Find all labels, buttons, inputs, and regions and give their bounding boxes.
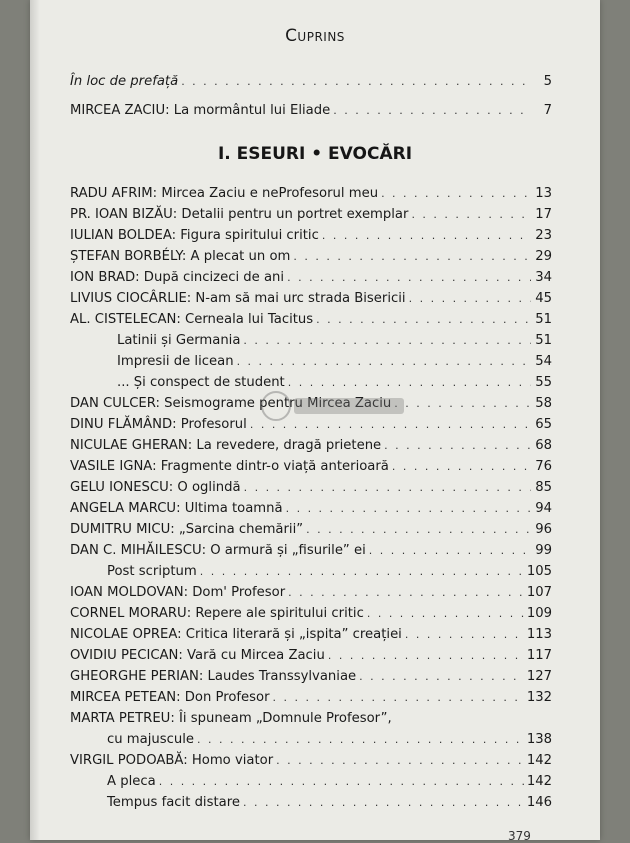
toc-entry-page: 96 — [535, 522, 552, 537]
toc-entry — [70, 751, 552, 771]
toc-entry-label: cu majuscule — [107, 732, 195, 747]
leader-dots — [273, 688, 524, 708]
toc-entry-page: 34 — [535, 270, 552, 285]
toc-entry-label: MIRCEA PETEAN: Don Profesor — [70, 690, 270, 705]
page-number: 379 — [508, 829, 531, 843]
toc-entry-label: ANGELA MARCU: Ultima toamnă — [70, 501, 283, 516]
toc-subentry — [107, 562, 552, 582]
toc-entry-label: ION BRAD: După cincizeci de ani — [70, 270, 285, 285]
toc-entry-page: 113 — [526, 627, 552, 642]
toc-entry — [70, 436, 552, 456]
toc-entry-label: NICULAE GHERAN: La revedere, dragă prietene — [70, 438, 382, 453]
toc-subentry — [107, 772, 552, 792]
toc-entry-page: 7 — [543, 103, 552, 118]
toc-entry-label: DAN C. MIHĂILESCU: O armură și „fisurile” ei — [70, 543, 366, 558]
toc-entry — [70, 184, 552, 204]
toc-entry-page: 99 — [535, 543, 552, 558]
leader-dots — [316, 310, 531, 330]
toc-entry-page: 29 — [535, 249, 552, 264]
toc-entry — [70, 394, 552, 414]
leader-dots — [288, 583, 524, 603]
leader-dots — [409, 289, 531, 309]
leader-dots — [237, 352, 531, 372]
page-gutter-shadow — [30, 0, 40, 840]
toc-entry-label: Impresii de licean — [117, 354, 234, 369]
leader-dots — [287, 268, 531, 288]
section-title: I. ESEURI • EVOCĂRI — [217, 144, 413, 164]
leader-dots — [197, 730, 524, 750]
toc-entry-page: 65 — [535, 417, 552, 432]
toc-entry-page: 45 — [535, 291, 552, 306]
toc-entry-label: În loc de prefață — [70, 74, 179, 89]
leader-dots — [276, 751, 524, 771]
leader-dots — [405, 625, 524, 645]
leader-dots — [243, 331, 531, 351]
toc-entry-label: RADU AFRIM: Mircea Zaciu e neProfesorul meu — [70, 186, 379, 201]
leader-dots — [243, 793, 524, 813]
toc-entry-label: ȘTEFAN BORBÉLY: A plecat un om — [70, 249, 291, 264]
toc-entry-page: 105 — [526, 564, 552, 579]
toc-entry-label: Post scriptum — [107, 564, 197, 579]
toc-entry — [70, 625, 552, 645]
toc-entry-label: MIRCEA ZACIU: La mormântul lui Eliade — [70, 103, 331, 118]
toc-entry-label: Latinii și Germania — [117, 333, 241, 348]
toc-entry — [70, 478, 552, 498]
leader-dots — [394, 394, 531, 414]
toc-entry-page: 54 — [535, 354, 552, 369]
toc-entry-label: DUMITRU MICU: „Sarcina chemării” — [70, 522, 304, 537]
toc-entry-label: VIRGIL PODOABĂ: Homo viator — [70, 753, 274, 768]
toc-entry-page: 85 — [535, 480, 552, 495]
leader-dots — [322, 226, 531, 246]
toc-entry-page: 107 — [526, 585, 552, 600]
toc-entry-page: 117 — [526, 648, 552, 663]
toc-subentry — [117, 331, 552, 351]
leader-dots — [293, 247, 531, 267]
toc-entry-page: 142 — [526, 753, 552, 768]
toc-entry-page: 13 — [535, 186, 552, 201]
toc-subentry — [107, 793, 552, 813]
toc-entry — [70, 667, 552, 687]
toc-entry-label: Tempus facit distare — [107, 795, 240, 810]
toc-entry-label: GHEORGHE PERIAN: Laudes Transsylvaniae — [70, 669, 357, 684]
toc-entry-label: DAN CULCER: Seismograme pentru Mircea Zaciu — [70, 396, 392, 411]
toc-entry — [70, 520, 552, 540]
leader-dots — [286, 499, 531, 519]
leader-dots — [392, 457, 531, 477]
leader-dots — [384, 436, 531, 456]
toc-entry-page: 146 — [526, 795, 552, 810]
toc-entry-page: 55 — [535, 375, 552, 390]
leader-dots — [367, 604, 524, 624]
toc-entry-label: A pleca — [107, 774, 156, 789]
toc-entry-multiline — [70, 709, 552, 729]
toc-entry-zaciu-eliade — [70, 101, 552, 121]
toc-entry-label: CORNEL MORARU: Repere ale spiritului critic — [70, 606, 364, 621]
leader-dots — [359, 667, 524, 687]
toc-entry-page: 51 — [535, 333, 552, 348]
leader-dots — [159, 772, 524, 792]
toc-entry-page: 17 — [535, 207, 552, 222]
toc-entry-page: 132 — [526, 690, 552, 705]
toc-subentry — [117, 373, 552, 393]
toc-entry — [70, 310, 552, 330]
toc-entry-page: 138 — [526, 732, 552, 747]
leader-dots — [288, 373, 531, 393]
leader-dots — [333, 101, 531, 121]
toc-entry — [70, 289, 552, 309]
toc-entry — [70, 541, 552, 561]
toc-entry-label: NICOLAE OPREA: Critica literară și „ispita” creației — [70, 627, 402, 642]
toc-entry — [70, 247, 552, 267]
leader-dots — [306, 520, 531, 540]
toc-entry — [70, 646, 552, 666]
toc-entry-continuation — [107, 730, 552, 750]
leader-dots — [250, 415, 531, 435]
toc-entry-page: 68 — [535, 438, 552, 453]
toc-entry-label: IULIAN BOLDEA: Figura spiritului critic — [70, 228, 319, 243]
toc-entry — [70, 499, 552, 519]
toc-entry-page: 23 — [535, 228, 552, 243]
toc-subentry — [117, 352, 552, 372]
toc-entry-label: ... Și conspect de student — [117, 375, 285, 390]
toc-entry-page: 127 — [526, 669, 552, 684]
toc-entry-page: 51 — [535, 312, 552, 327]
toc-entry-page: 109 — [526, 606, 552, 621]
toc-entry-page: 76 — [535, 459, 552, 474]
leader-dots — [181, 72, 531, 92]
toc-entry — [70, 688, 552, 708]
toc-entry — [70, 604, 552, 624]
toc-entry-label: IOAN MOLDOVAN: Dom' Profesor — [70, 585, 286, 600]
toc-entry-page: 5 — [543, 74, 552, 89]
toc-entry — [70, 457, 552, 477]
toc-entry — [70, 415, 552, 435]
toc-entry-page: 58 — [535, 396, 552, 411]
toc-entry-label: PR. IOAN BIZĂU: Detalii pentru un portret exemplar — [70, 207, 409, 222]
toc-entry — [70, 205, 552, 225]
toc-entry — [70, 226, 552, 246]
toc-entry-label: MARTA PETREU: Îi spuneam „Domnule Profesor”, — [70, 711, 392, 726]
leader-dots — [369, 541, 531, 561]
toc-heading: Cuprins — [285, 26, 345, 46]
leader-dots — [200, 562, 524, 582]
toc-entry-preface — [70, 72, 552, 92]
toc-entry-label: VASILE IGNA: Fragmente dintr-o viață anterioară — [70, 459, 389, 474]
toc-entry-page: 94 — [535, 501, 552, 516]
toc-entry-page: 142 — [526, 774, 552, 789]
toc-entry-label: AL. CISTELECAN: Cerneala lui Tacitus — [70, 312, 314, 327]
leader-dots — [411, 205, 531, 225]
leader-dots — [244, 478, 531, 498]
toc-entry-label: DINU FLĂMÂND: Profesorul — [70, 417, 247, 432]
toc-entry — [70, 268, 552, 288]
toc-entry-label: LIVIUS CIOCÂRLIE: N-am să mai urc strada Bisericii — [70, 291, 406, 306]
toc-entry — [70, 583, 552, 603]
leader-dots — [381, 184, 531, 204]
toc-entry-label: OVIDIU PECICAN: Vară cu Mircea Zaciu — [70, 648, 325, 663]
toc-entry-label: GELU IONESCU: O oglindă — [70, 480, 241, 495]
leader-dots — [328, 646, 524, 666]
